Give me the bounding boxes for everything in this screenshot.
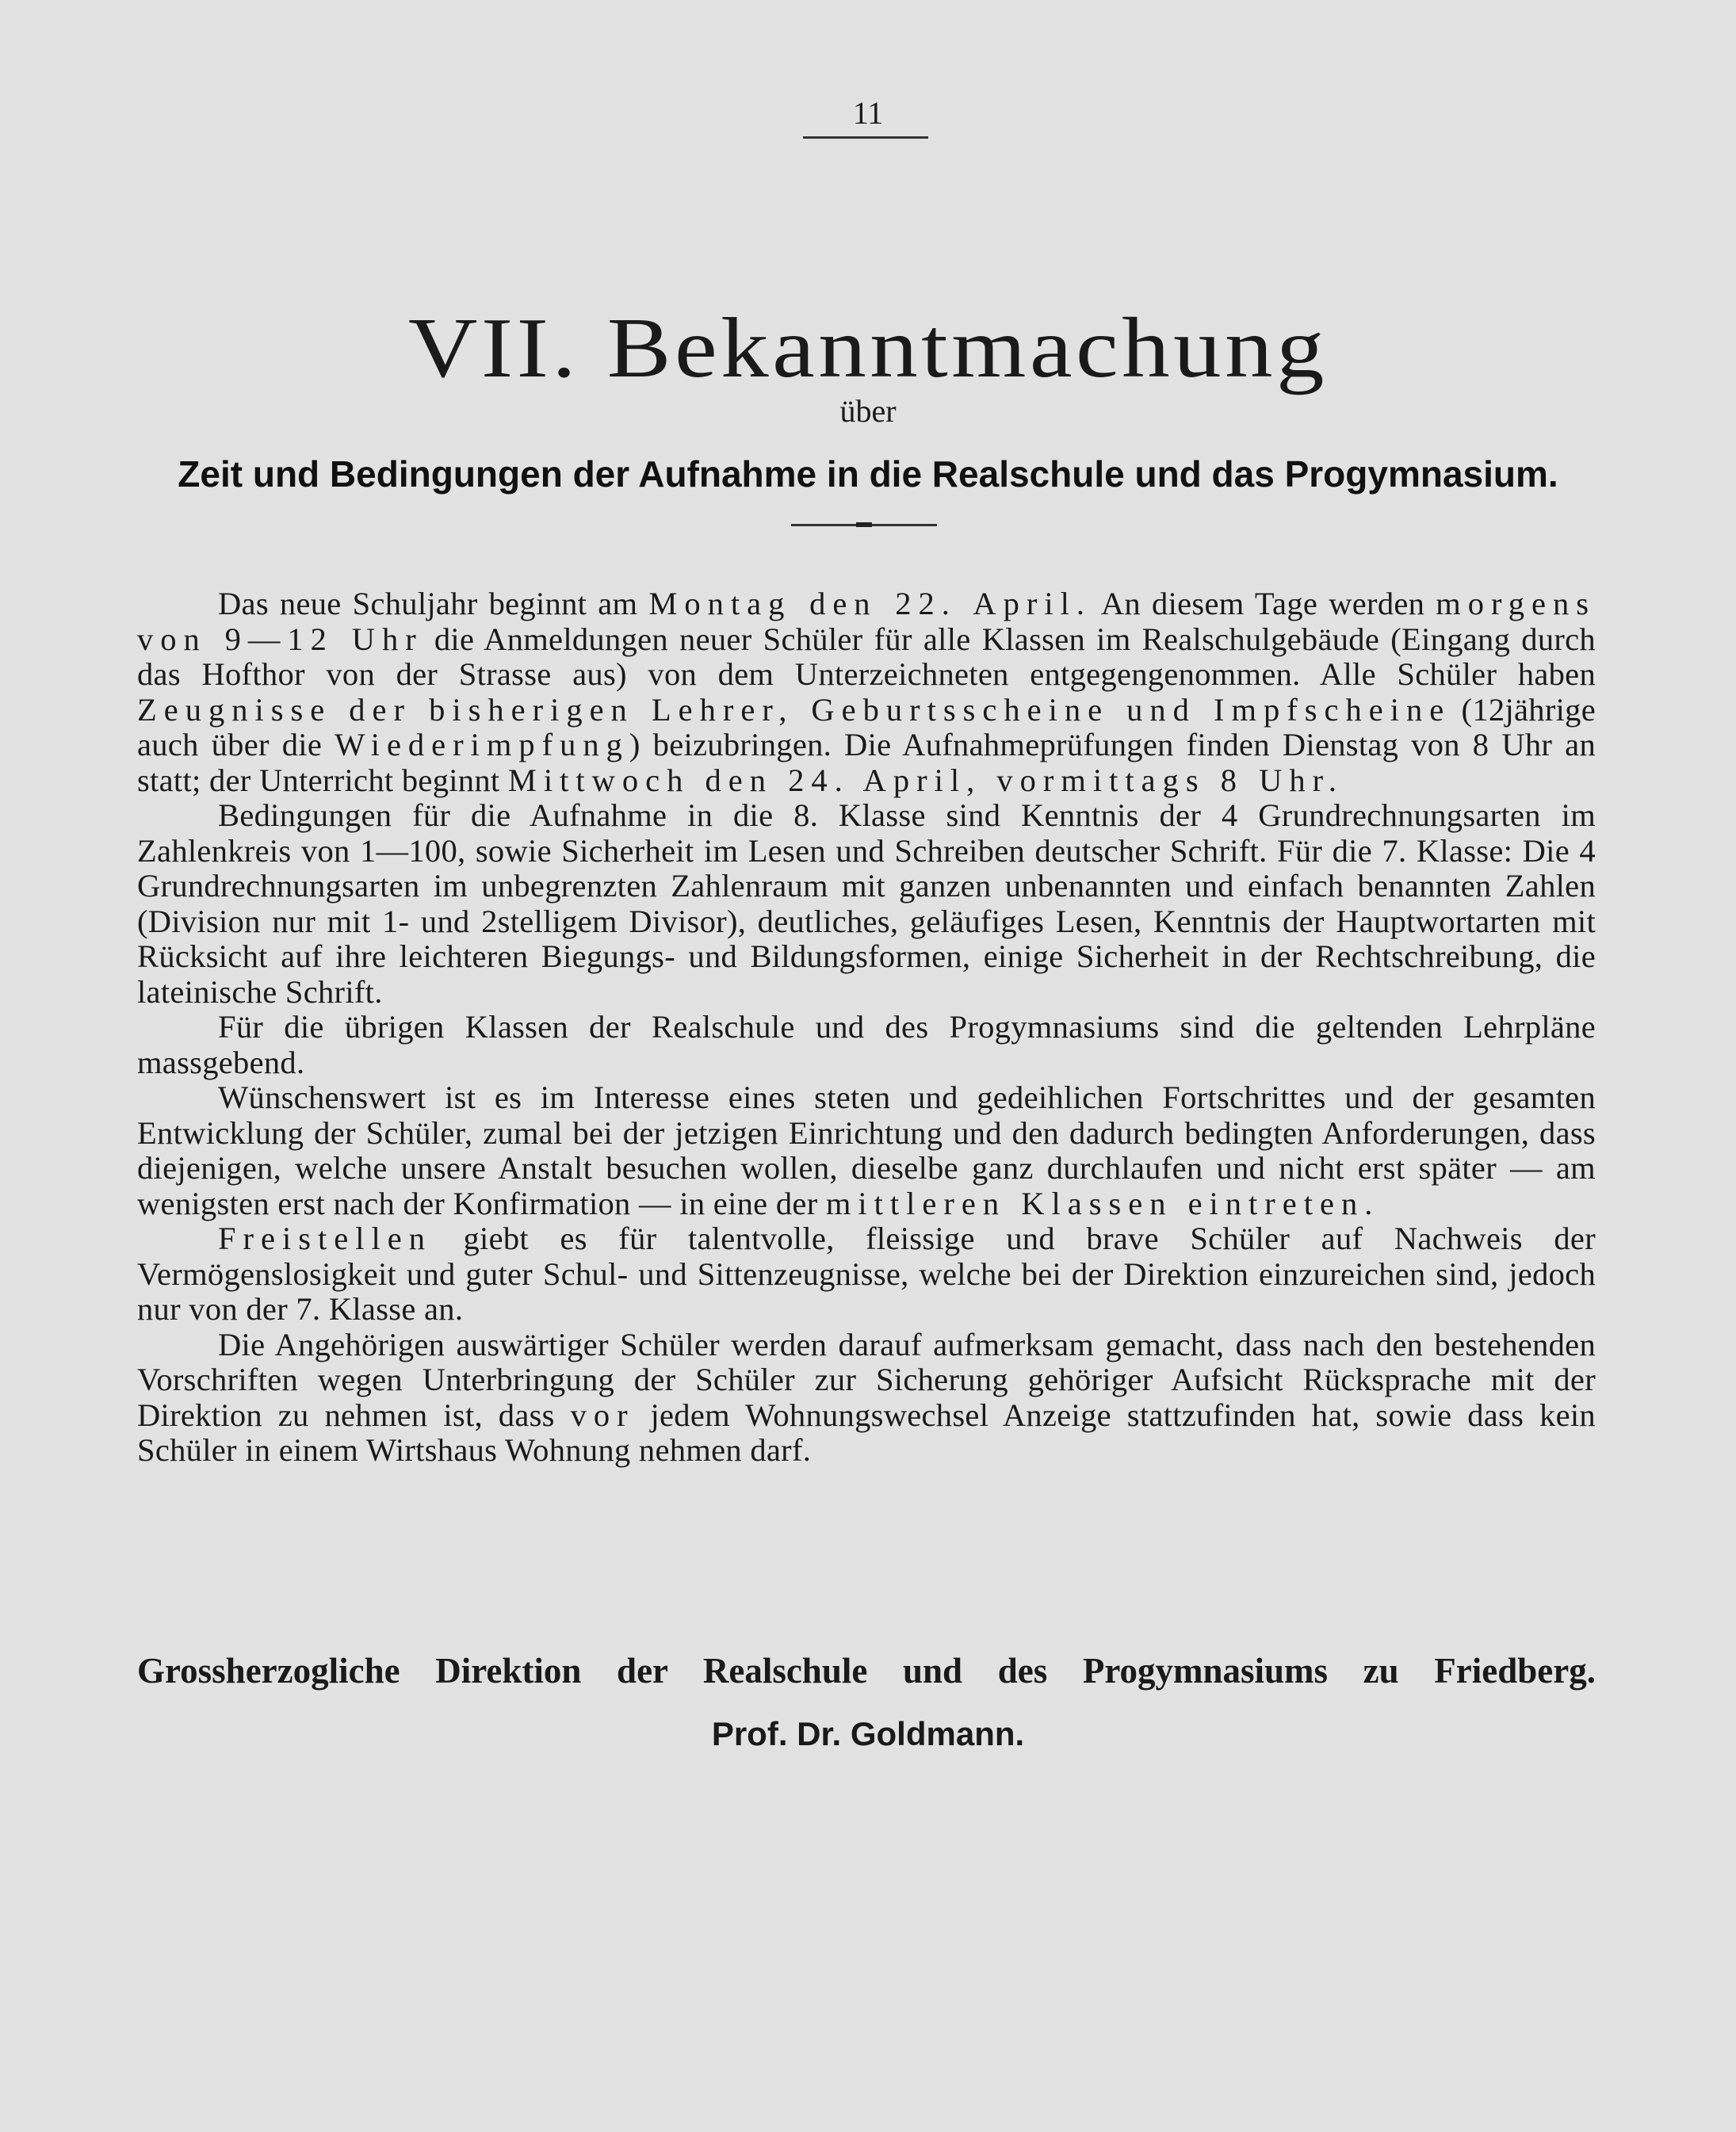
- text-run: die Anmeldungen neuer Schüler für alle Klassen im Realschulgebäude (Eingang durch das Hofthor von der Strasse aus) von dem Unterzeichneten entgegengenommen. Alle Schüler haben: [137, 621, 1596, 692]
- emphasized-middle-classes: mittleren Klassen eintreten.: [825, 1185, 1380, 1221]
- text-run: jedem Wohnungswechsel Anzeige stattzufinden hat, sowie dass kein Schüler in einem Wirtshaus Wohnung nehmen darf.: [137, 1396, 1596, 1468]
- announcement-body: [137, 586, 1596, 1469]
- title-connector: über: [839, 393, 897, 429]
- emphasized-free-places: Freistellen: [218, 1221, 432, 1256]
- emphasized-before: vor: [570, 1396, 635, 1433]
- text-run: Das neue Schuljahr beginnt am: [218, 586, 649, 621]
- text-run: ) beizubringen. Die Aufnahmeprüfungen finden Dienstag von 8 Uhr an statt; der Unterricht beginnt: [137, 727, 1596, 798]
- issuing-authority: Grossherzogliche Direktion der Realschule und des Progymnasiums zu Friedberg.: [137, 1651, 1596, 1691]
- page-number-rule: [803, 136, 928, 139]
- emphasized-time: morgens von 9—12 Uhr: [137, 586, 1596, 657]
- text-run: Die Angehörigen auswärtiger Schüler werden darauf aufmerksam gemacht, dass nach den bestehenden Vorschriften wegen Unterbringung der Schüler zur Sicherung gehöriger Aufsicht Rücksprache mit der Direktion zu nehmen ist, dass: [137, 1326, 1596, 1433]
- paragraph-free-places: [137, 1221, 1596, 1328]
- separator-ornament: [856, 522, 872, 527]
- text-run: An diesem Tage werden: [1092, 586, 1436, 621]
- section-title: VII. Bekanntmachung: [407, 301, 1329, 395]
- paragraph-other-classes: Für die übrigen Klassen der Realschule und des Progymnasiums sind die geltenden Lehrpläne massgebend.: [137, 1009, 1596, 1080]
- emphasized-start-date: Mittwoch den 24. April, vormittags 8 Uhr.: [507, 762, 1344, 798]
- section-subtitle: Zeit und Bedingungen der Aufnahme in die Realschule und das Progymnasium.: [178, 453, 1558, 495]
- paragraph-admission-requirements: Bedingungen für die Aufnahme in die 8. Klasse sind Kenntnis der 4 Grundrechnungsarten im Zahlenkreis von 1—100, sowie Sicherheit im Lesen und Schreiben deutscher Schrift. Für die 7. Klasse: Die 4 Grundrechnungsarten im unbegrenzten Zahlenraum mit ganzen unbenannten und einfach benannten Zahlen (Division nur mit 1- und 2stelligem Divisor), deutliches, geläufiges Lesen, Kenntnis der Hauptwortarten mit Rücksicht auf ihre leichteren Biegungs- und Bildungsformen, einige Sicherheit in der Rechtschreibung, die lateinische Schrift.: [137, 797, 1596, 1010]
- text-run: giebt es für talentvolle, fleissige und brave Schüler auf Nachweis der Vermögenslosigkeit und guter Schul- und Sittenzeugnisse, welche bei der Direktion einzureichen sind, jedoch nur von der 7. Klasse an.: [137, 1221, 1596, 1327]
- text-run: Wünschenswert ist es im Interesse eines steten und gedeihlichen Fortschrittes und der gesamten Entwicklung der Schüler, zumal bei der jetzigen Einrichtung und den dadurch bedingten Anforderungen, dass diejenigen, welche unsere Anstalt besuchen wollen, dieselbe ganz durchlaufen und nicht erst später — am wenigsten erst nach der Konfirmation — in eine der: [137, 1079, 1596, 1221]
- emphasized-revaccination: Wiederimpfung: [335, 727, 629, 762]
- emphasized-documents: Zeugnisse der bisherigen Lehrer, Geburtsscheine und Impfscheine: [137, 691, 1451, 728]
- emphasized-date: Montag den 22. April.: [648, 586, 1092, 621]
- paragraph-recommendation: [137, 1080, 1596, 1221]
- paragraph-lodging: [137, 1328, 1596, 1469]
- text-run: (12jährige auch über die: [137, 691, 1596, 762]
- signer-name: Prof. Dr. Goldmann.: [711, 1715, 1025, 1752]
- page-number: 11: [852, 95, 884, 131]
- paragraph-school-year: [137, 586, 1596, 798]
